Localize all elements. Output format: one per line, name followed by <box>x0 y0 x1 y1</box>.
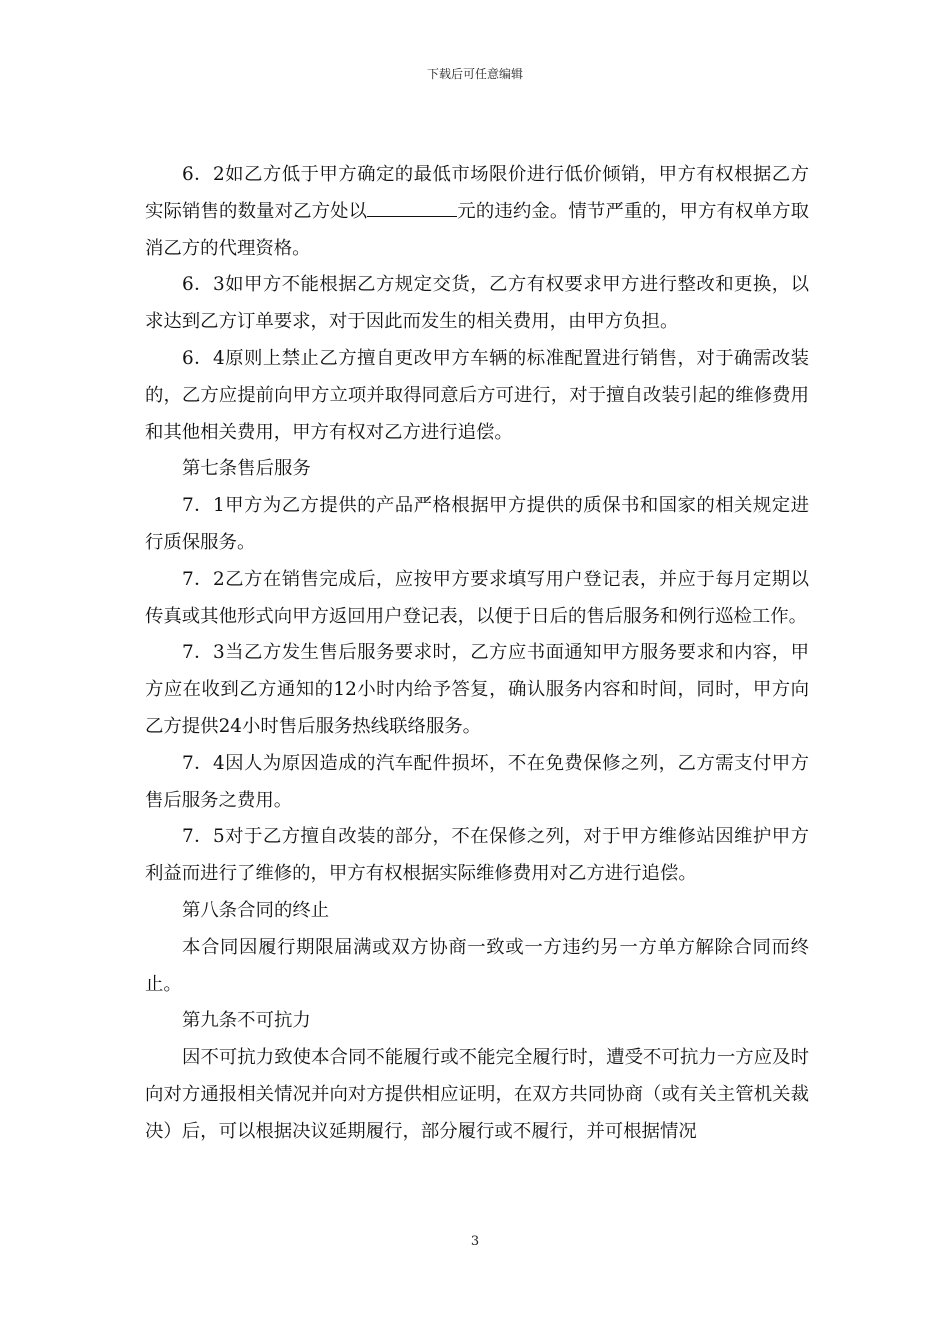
clause-7-5: 7．5对于乙方擅自改装的部分，不在保修之列，对于甲方维修站因维护甲方利益而进行了维修的，甲方有权根据实际维修费用对乙方进行追偿。 <box>145 826 809 885</box>
clause-7-2: 7．2乙方在销售完成后，应按甲方要求填写用户登记表，并应于每月定期以传真或其他形式向甲方返回用户登记表，以便于日后的售后服务和例行巡检工作。 <box>145 568 809 627</box>
clause-8: 本合同因履行期限届满或双方协商一致或一方违约另一方单方解除合同而终止。 <box>145 936 809 995</box>
article-7-heading: 第七条售后服务 <box>182 458 311 480</box>
clause-6-2 <box>145 157 809 267</box>
clause-6-2-text-after: 元的违约金。情节严重的，甲方有权单方取消乙方的代理资格。 <box>145 200 809 259</box>
document-body <box>145 157 809 1151</box>
page-number: 3 <box>470 1234 480 1249</box>
clause-6-2-text-before: 6．2如乙方低于甲方确定的最低市场限价进行低价倾销，甲方有权根据乙方实际销售的数量对乙方处以 <box>145 164 809 222</box>
clause-9: 因不可抗力致使本合同不能履行或不能完全履行时，遭受不可抗力一方应及时向对方通报相关情况并向对方提供相应证明，在双方共同协商（或有关主管机关裁决）后，可以根据决议延期履行，部分履行或不履行，并可根据情况 <box>145 1047 809 1142</box>
clause-6-4: 6．4原则上禁止乙方擅自更改甲方车辆的标准配置进行销售，对于确需改装的，乙方应提前向甲方立项并取得同意后方可进行，对于擅自改装引起的维修费用和其他相关费用，甲方有权对乙方进行追偿。 <box>145 347 809 443</box>
penalty-amount-blank <box>367 200 457 217</box>
clause-7-4: 7．4因人为原因造成的汽车配件损坏，不在免费保修之列，乙方需支付甲方售后服务之费用。 <box>145 752 809 811</box>
clause-7-1: 7．1甲方为乙方提供的产品严格根据甲方提供的质保书和国家的相关规定进行质保服务。 <box>145 495 809 553</box>
article-8-heading: 第八条合同的终止 <box>182 899 330 921</box>
page-header: 下载后可任意编辑 <box>426 67 523 81</box>
clause-7-3: 7．3当乙方发生售后服务要求时，乙方应书面通知甲方服务要求和内容，甲方应在收到乙方通知的12小时内给予答复，确认服务内容和时间，同时，甲方向乙方提供24小时售后服务热线联络服务。 <box>145 642 809 737</box>
clause-6-3: 6．3如甲方不能根据乙方规定交货，乙方有权要求甲方进行整改和更换，以求达到乙方订单要求，对于因此而发生的相关费用，由甲方负担。 <box>145 274 809 333</box>
article-9-heading: 第九条不可抗力 <box>182 1010 311 1032</box>
